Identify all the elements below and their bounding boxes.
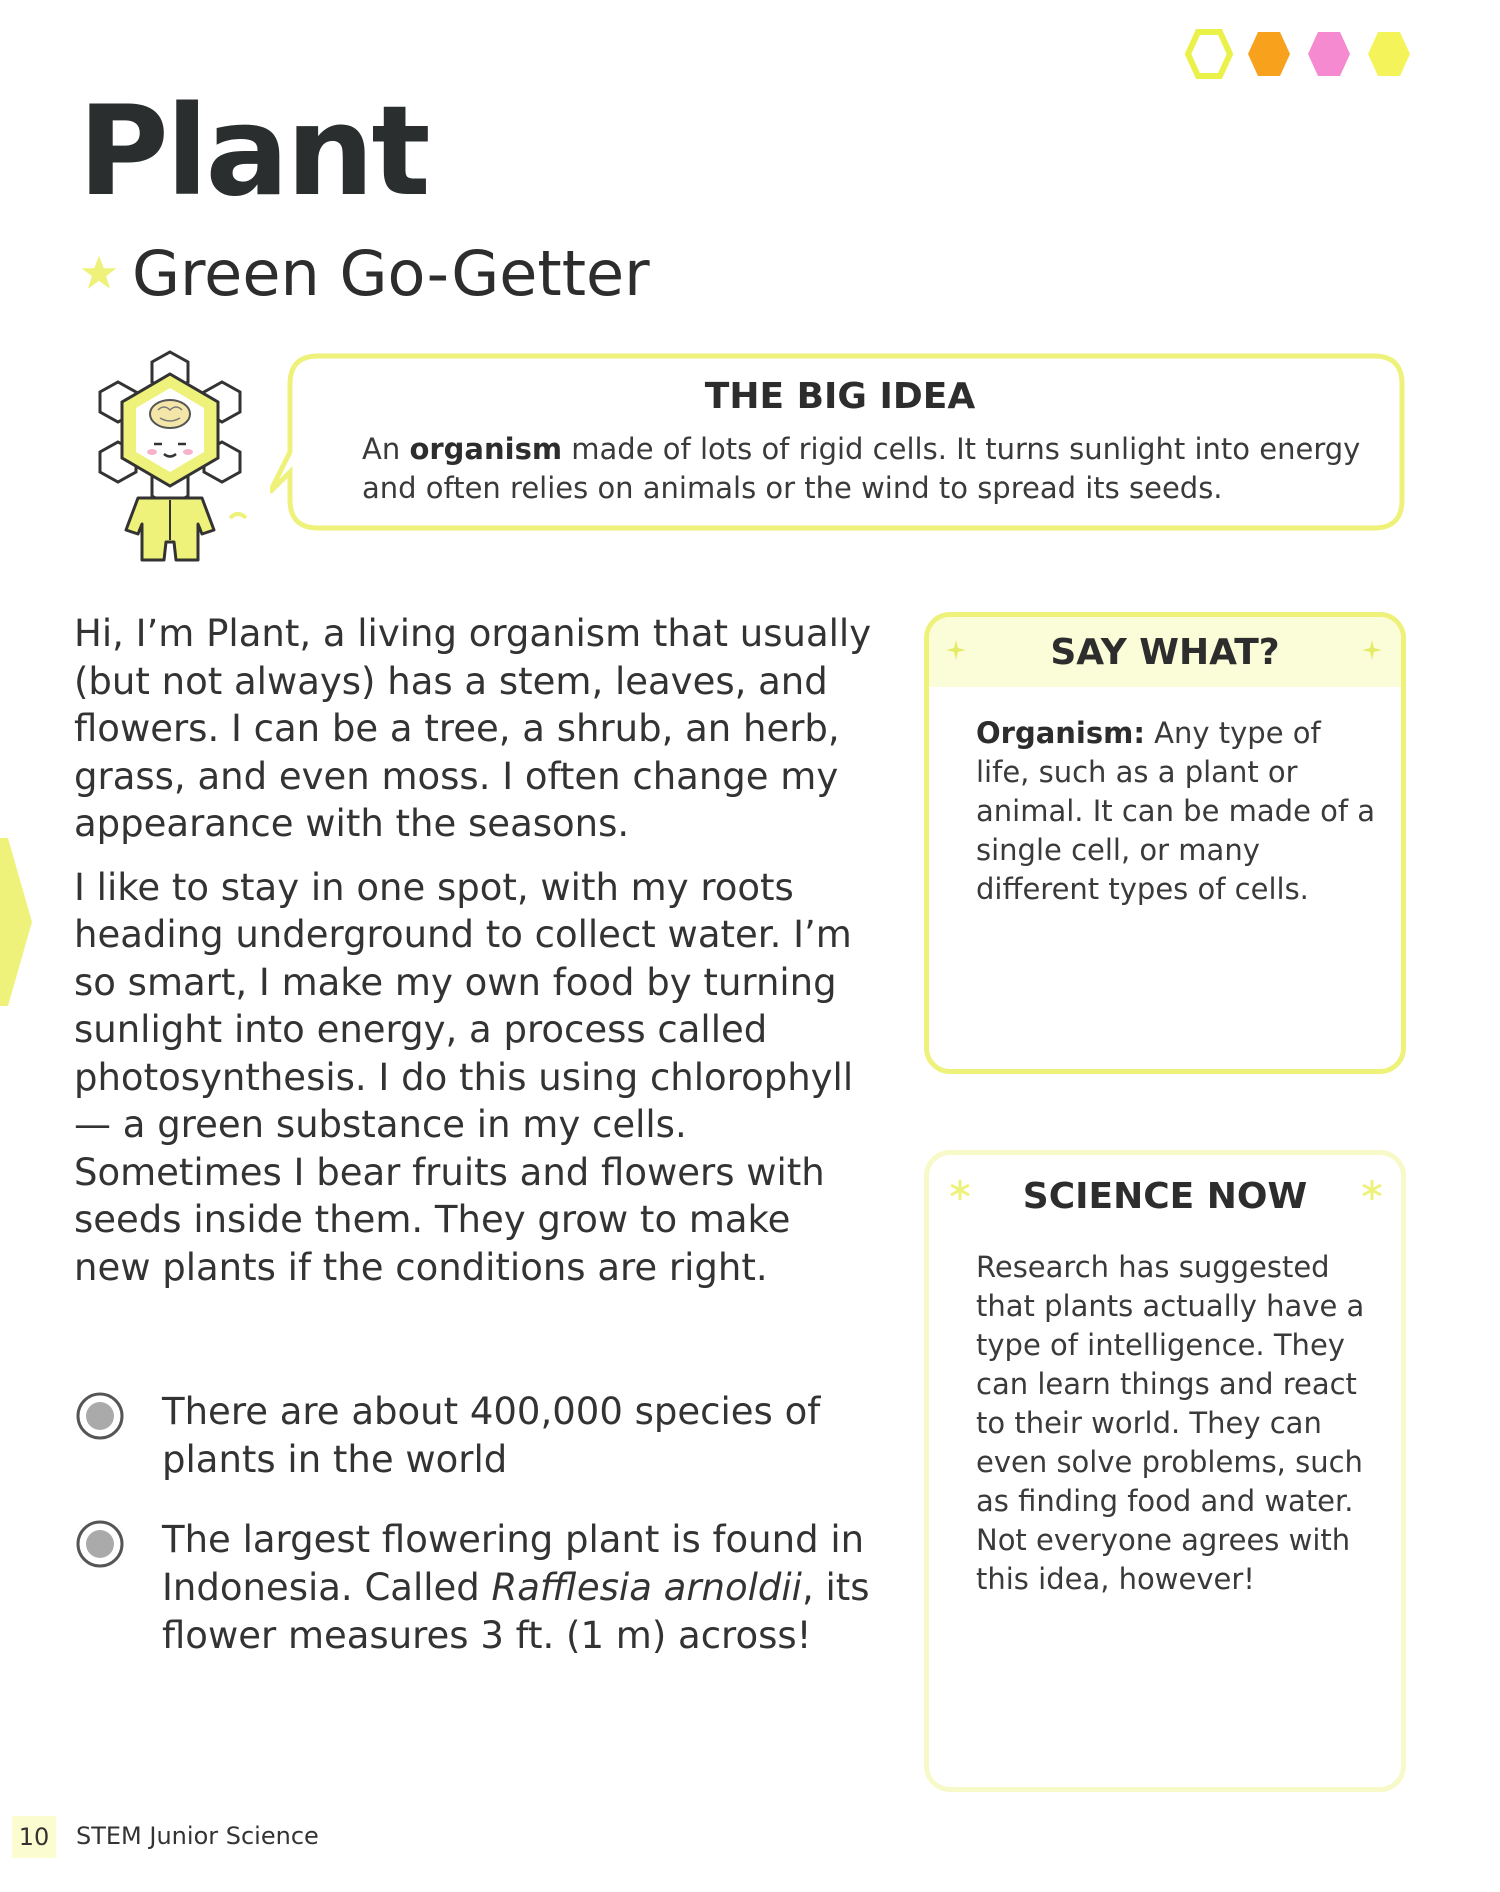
subtitle-text: Green Go-Getter (132, 236, 650, 310)
say-what-term: Organism: (976, 716, 1145, 750)
big-idea-heading: THE BIG IDEA (704, 376, 976, 417)
say-what-definition (976, 714, 1376, 909)
big-idea-text (362, 430, 1382, 508)
page-edge-arrow-decoration (0, 838, 34, 1006)
say-what-heading: SAY WHAT? (1050, 632, 1280, 673)
fact-list (74, 1388, 874, 1692)
say-what-definition-text: Any type of life, such as a plant or animal. It can be made of a single cell, or many different types of cells. (976, 716, 1376, 906)
big-idea-text-start: An (362, 432, 410, 466)
fact-2-species-name: Rafflesia arnoldii (491, 1566, 802, 1609)
cell-bullet-icon (74, 1518, 126, 1570)
big-idea-text-end: made of lots of rigid cells. It turns sunlight into energy and often relies on animals or the wind to spread its seeds. (362, 432, 1361, 505)
list-item (74, 1388, 874, 1484)
cell-bullet-icon (74, 1390, 126, 1442)
intro-text (74, 610, 874, 1307)
hexagon-yellow-icon (1368, 32, 1410, 76)
hexagon-pink-icon (1308, 32, 1350, 76)
star-icon (80, 254, 118, 292)
fact-2-start: The largest flowering plant is found in Indonesia. Called (162, 1518, 865, 1609)
science-now-heading: SCIENCE NOW (1022, 1176, 1308, 1217)
page-title: Plant (78, 80, 428, 224)
page-subtitle (80, 238, 650, 308)
hexagon-outline-icon (1188, 32, 1230, 76)
intro-paragraph-2: I like to stay in one spot, with my roots heading underground to collect water. I’m so smart, I make my own food by turning sunlight into energy, a process called photosynthesis. I do this using chlorophyll — a green substance in my cells. Sometimes I bear fruits and flowers with seeds inside them. They grow to make new plants if the conditions are right. (74, 865, 854, 1289)
fact-text-2 (162, 1516, 874, 1660)
intro-paragraph-1: Hi, I’m Plant, a living organism that usually (but not always) has a stem, leaves, and flowers. I can be a tree, a shrub, an herb, grass, and even moss. I often change my appearance with the seasons. (74, 612, 872, 845)
fact-2-end: , its flower measures 3 ft. (1 m) across! (162, 1566, 870, 1657)
big-idea-bold-term: organism (409, 432, 563, 466)
list-item (74, 1516, 874, 1660)
hexagon-orange-icon (1248, 32, 1290, 76)
fact-text-1: There are about 400,000 species of plants in the world (162, 1390, 821, 1481)
header-hexagon-decoration (1180, 28, 1420, 80)
page-number: 10 (12, 1816, 56, 1858)
science-now-text: Research has suggested that plants actually have a type of intelligence. They can learn things and react to their world. They can even solve problems, such as finding food and water. Not everyone agrees with this idea, however! (976, 1250, 1365, 1596)
plant-mascot-illustration (80, 348, 260, 568)
footer-label: STEM Junior Science (76, 1822, 319, 1850)
